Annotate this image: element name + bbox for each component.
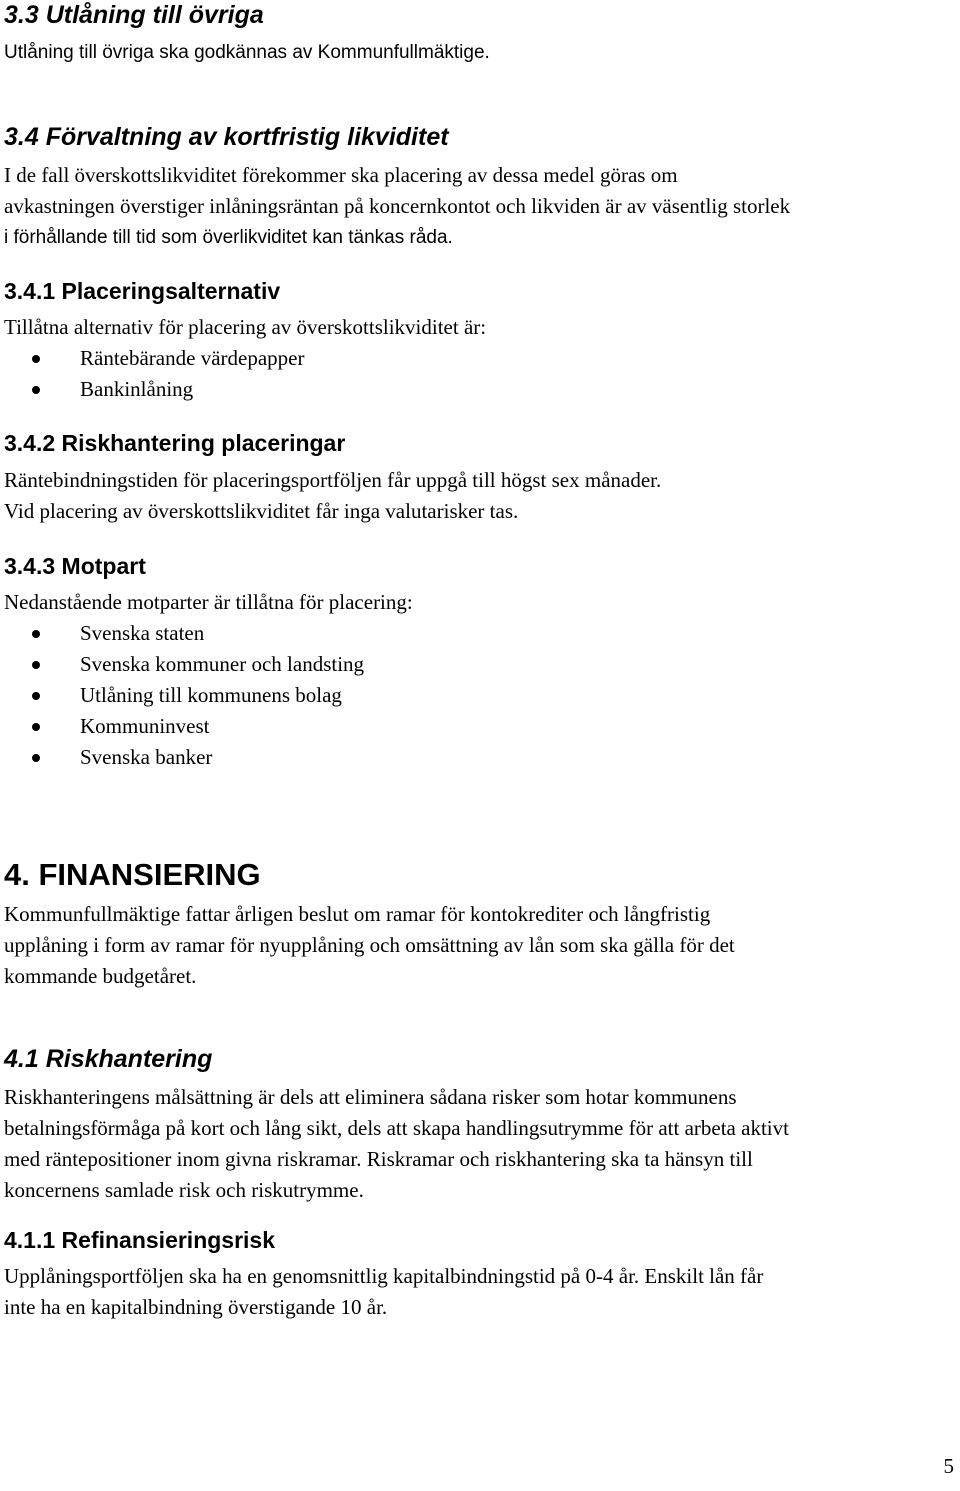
paragraph-line: med räntepositioner inom givna riskramar. Riskramar och riskhantering ska ta hänsyn till	[4, 1147, 753, 1171]
placement-options-list	[4, 343, 486, 405]
bullet-icon	[32, 630, 40, 638]
paragraph-line: koncernens samlade risk och riskutrymme.	[4, 1178, 364, 1202]
section-heading-3-3: 3.3 Utlåning till övriga	[4, 1, 264, 29]
list-intro: Tillåtna alternativ för placering av överskottslikviditet är:	[4, 315, 487, 339]
section-heading-3-4-2: 3.4.2 Riskhantering placeringar	[4, 430, 346, 456]
section-heading-3-4-3: 3.4.3 Motpart	[4, 553, 146, 579]
counterparty-list	[4, 618, 413, 773]
section-body-3-4	[4, 160, 790, 253]
page-number: 5	[943, 1454, 954, 1478]
list-item: Svenska banker	[4, 742, 413, 773]
section-heading-4-1-1: 4.1.1 Refinansieringsrisk	[4, 1227, 276, 1253]
paragraph-line: kommande budgetåret.	[4, 964, 197, 988]
list-item: Kommuninvest	[4, 711, 413, 742]
section-body-4-1-1	[4, 1261, 763, 1323]
paragraph-line: inte ha en kapitalbindning överstigande 10 år.	[4, 1295, 388, 1319]
paragraph-line: upplåning i form av ramar för nyupplåning och omsättning av lån som ska gälla för det	[4, 933, 735, 957]
bullet-icon	[32, 692, 40, 700]
bullet-icon	[32, 386, 40, 394]
section-body-3-4-3	[4, 587, 413, 773]
paragraph-line: Vid placering av överskottslikviditet får inga valutarisker tas.	[4, 499, 519, 523]
section-heading-3-4-1: 3.4.1 Placeringsalternativ	[4, 278, 281, 304]
paragraph-line: Räntebindningstiden för placeringsportföljen får uppgå till högst sex månader.	[4, 468, 662, 492]
list-item: Räntebärande värdepapper	[4, 343, 486, 374]
bullet-icon	[32, 723, 40, 731]
section-heading-3-4: 3.4 Förvaltning av kortfristig likviditet	[4, 123, 449, 151]
paragraph-line: Upplåningsportföljen ska ha en genomsnittlig kapitalbindningstid på 0-4 år. Enskilt lån får	[4, 1264, 764, 1288]
section-text-3-3: Utlåning till övriga ska godkännas av Kommunfullmäktige.	[4, 42, 490, 63]
paragraph-line: Riskhanteringens målsättning är dels att eliminera sådana risker som hotar kommunens	[4, 1085, 737, 1109]
section-heading-4-1: 4.1 Riskhantering	[4, 1045, 213, 1073]
bullet-icon	[32, 355, 40, 363]
section-heading-4: 4. FINANSIERING	[4, 857, 261, 892]
paragraph-line: betalningsförmåga på kort och lång sikt, dels att skapa handlingsutrymme för att arbeta aktivt	[4, 1116, 789, 1140]
list-item: Bankinlåning	[4, 374, 486, 405]
section-body-4-1	[4, 1082, 789, 1206]
paragraph-line: Kommunfullmäktige fattar årligen beslut om ramar för kontokrediter och långfristig	[4, 902, 711, 926]
paragraph-line: I de fall överskottslikviditet förekommer ska placering av dessa medel göras om	[4, 163, 678, 187]
section-body-3-4-2	[4, 465, 661, 527]
bullet-icon	[32, 661, 40, 669]
list-item: Svenska staten	[4, 618, 413, 649]
paragraph-line: i förhållande till tid som överlikviditet kan tänkas råda.	[4, 227, 453, 248]
list-item: Svenska kommuner och landsting	[4, 649, 413, 680]
list-intro: Nedanstående motparter är tillåtna för placering:	[4, 590, 413, 614]
section-body-4	[4, 899, 735, 992]
section-body-3-4-1	[4, 312, 486, 405]
paragraph-line: avkastningen överstiger inlåningsräntan på koncernkontot och likviden är av väsentlig storlek	[4, 194, 791, 218]
bullet-icon	[32, 754, 40, 762]
list-item: Utlåning till kommunens bolag	[4, 680, 413, 711]
